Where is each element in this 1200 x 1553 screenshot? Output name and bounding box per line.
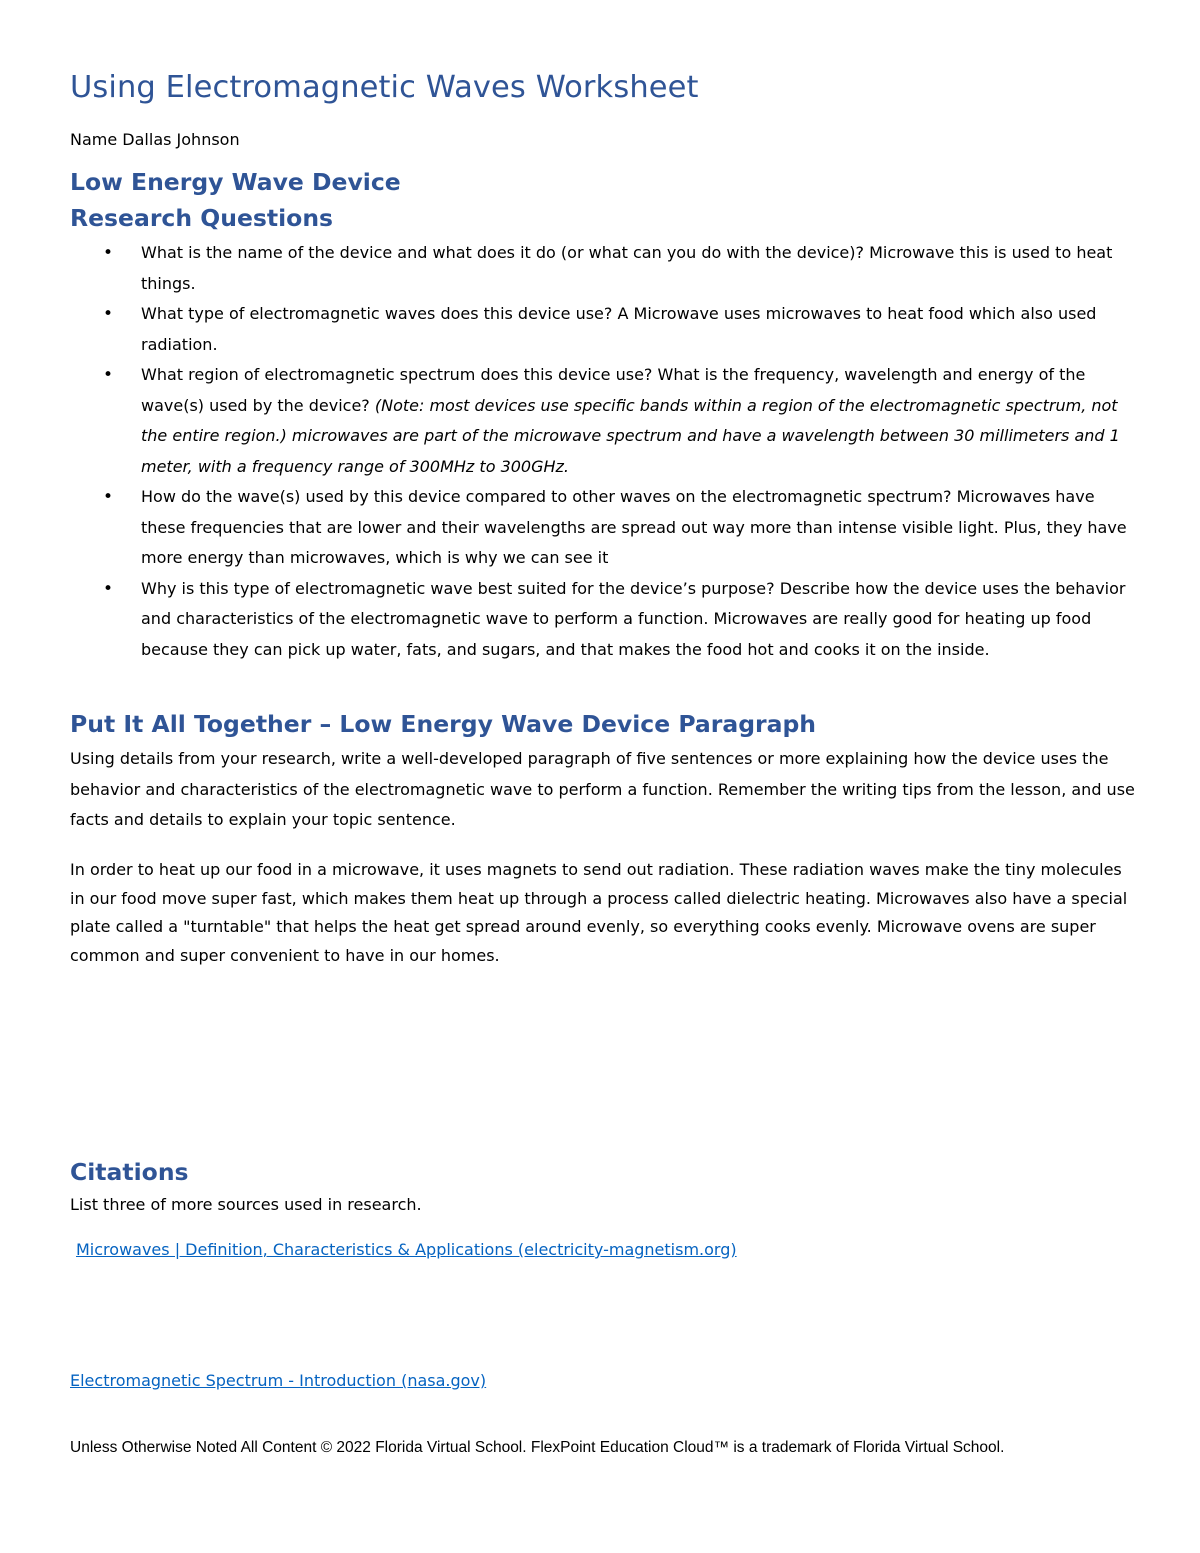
question-item	[70, 360, 1140, 482]
name-label: Name	[70, 130, 118, 149]
question-note: (Note: most devices use specific bands within a region of the electromagnetic spectrum, not the entire region.)	[141, 395, 1118, 445]
question-item	[70, 299, 1140, 360]
bullet-icon: •	[103, 578, 114, 599]
bullet-icon: •	[103, 365, 114, 385]
student-name-line	[70, 130, 240, 149]
citation-link-nasa[interactable]: Electromagnetic Spectrum - Introduction (nasa.gov)	[70, 1371, 487, 1390]
question-answer: Microwave this is used to heat things.	[141, 243, 1113, 293]
question-answer: Microwaves are really good for heating up food because they can pick up water, fats, and sugars, and that makes the food hot and cooks it on the inside.	[141, 609, 1092, 659]
research-questions-list	[70, 238, 1140, 665]
question-answer: A Microwave uses microwaves to heat food which also used radiation.	[141, 304, 1097, 354]
bullet-icon: •	[103, 487, 114, 507]
citation-link-electricity-magnetism[interactable]: Microwaves | Definition, Characteristics & Applications (electricity-magnetism.org)	[76, 1240, 737, 1259]
bullet-icon: •	[103, 304, 114, 324]
section-heading-put-it-all-together: Put It All Together – Low Energy Wave Device Paragraph	[70, 710, 817, 738]
question-prompt: What region of electromagnetic spectrum does this device use? What is the frequency, wavelength and energy of the wave(s) used by the device?	[141, 365, 1086, 415]
page-title: Using Electromagnetic Waves Worksheet	[70, 70, 699, 105]
question-answer: microwaves are part of the microwave spectrum and have a wavelength between 30 millimeters and 1 meter, with a frequency range of 300MHz to 300GHz.	[141, 426, 1120, 476]
name-value: Dallas Johnson	[122, 130, 240, 149]
bullet-icon: •	[103, 243, 114, 263]
paragraph-instructions: Using details from your research, write a well-developed paragraph of five sentences or more explaining how the device uses the behavior and characteristics of the electromagnetic wave to perform a function. Remember the writing tips from the lesson, and use facts and details to explain your topic sentence.	[70, 749, 1135, 829]
copyright-footer: Unless Otherwise Noted All Content © 2022 Florida Virtual School. FlexPoint Education Cloud™ is a trademark of Florida Virtual School.	[70, 1439, 1005, 1456]
citations-note: List three of more sources used in research.	[70, 1195, 422, 1214]
question-answer: Microwaves have these frequencies that are lower and their wavelengths are spread out way more than intense visible light. Plus, they have more energy than microwaves, which is why we can see it	[141, 487, 1127, 567]
section-heading-citations: Citations	[70, 1158, 189, 1186]
question-prompt: What type of electromagnetic waves does this device use?	[141, 304, 613, 323]
section-heading-low-energy: Low Energy Wave Device	[70, 168, 401, 196]
question-prompt: Why is this type of electromagnetic wave best suited for the device’s purpose? Describe how the device uses the behavior and characteristics of the electromagnetic wave to perform a function.	[141, 578, 1126, 628]
question-item	[70, 574, 1140, 666]
section-subheading-research-questions: Research Questions	[70, 204, 334, 232]
question-item	[70, 482, 1140, 574]
question-prompt: What is the name of the device and what does it do (or what can you do with the device)?	[141, 243, 865, 262]
paragraph-answer: In order to heat up our food in a microwave, it uses magnets to send out radiation. These radiation waves make the tiny molecules in our food move super fast, which makes them heat up through a process called dielectric heating. Microwaves also have a special plate called a "turntable" that helps the heat get spread around evenly, so everything cooks evenly. Microwave ovens are super common and super convenient to have in our homes.	[70, 860, 1128, 965]
question-prompt: How do the wave(s) used by this device compared to other waves on the electromagnetic spectrum?	[141, 487, 952, 506]
question-item	[70, 238, 1140, 299]
